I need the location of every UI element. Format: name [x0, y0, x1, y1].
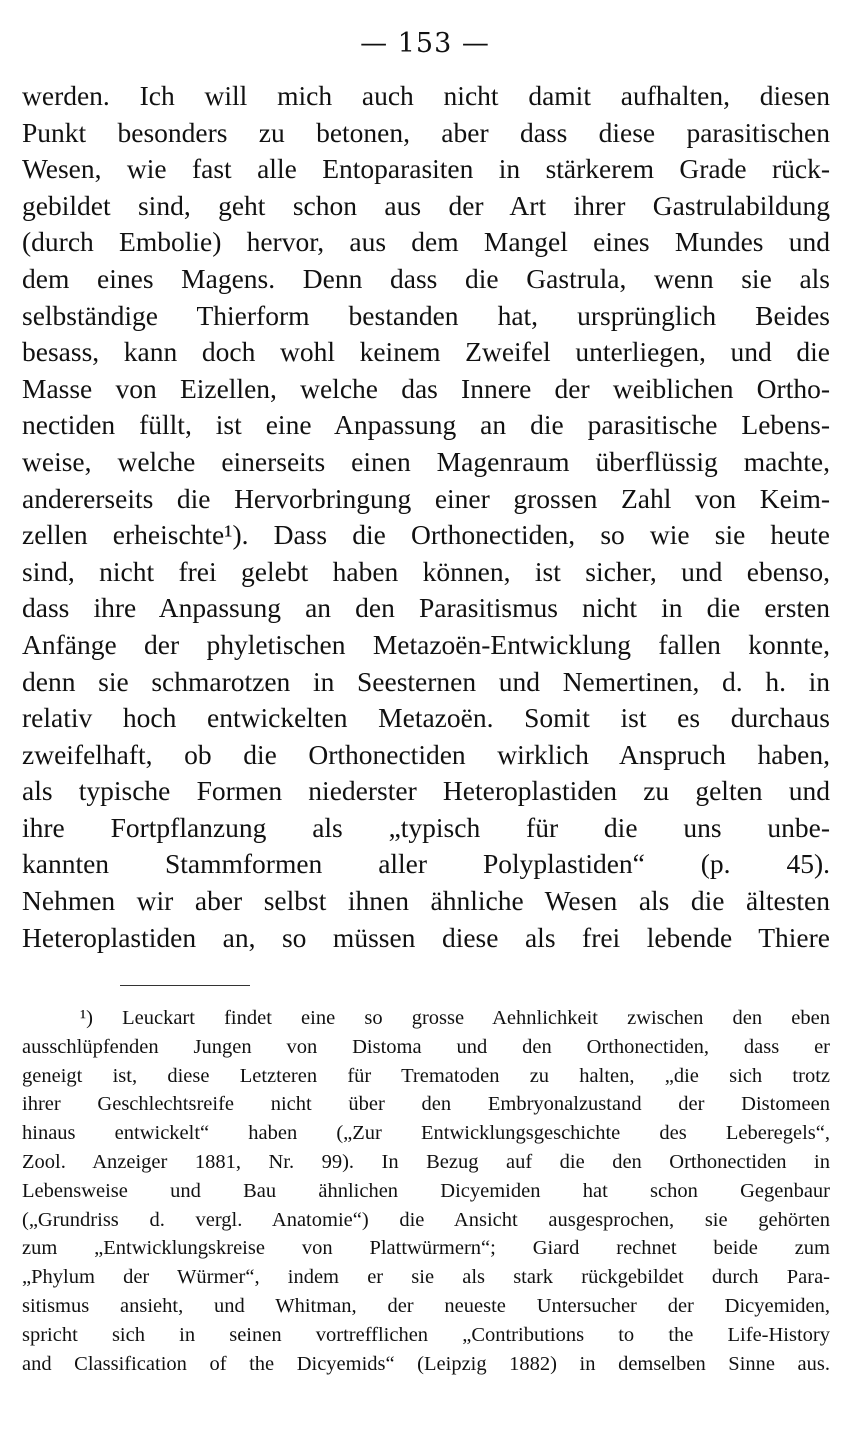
body-line: zellen erheischte¹). Dass die Orthonectiden, so wie sie heute	[22, 519, 830, 551]
body-line: relativ hoch entwickelten Metazoën. Somit ist es durchaus	[22, 702, 830, 734]
body-line: dass ihre Anpassung an den Parasitismus nicht in die ersten	[22, 592, 830, 624]
page-number: — 153 —	[360, 28, 490, 59]
body-line: andererseits die Hervorbringung einer grossen Zahl von Keim-	[22, 482, 830, 514]
body-line: werden. Ich will mich auch nicht damit aufhalten, diesen	[22, 80, 830, 111]
footnote-line: geneigt ist, diese Letzteren für Trematoden zu halten, „die sich trotz	[22, 1064, 830, 1087]
body-line: besass, kann doch wohl keinem Zweifel unterliegen, und die	[22, 336, 830, 368]
footnote-line: Lebensweise und Bau ähnlichen Dicyemiden hat schon Gegenbaur	[22, 1179, 830, 1202]
body-line: nectiden füllt, ist eine Anpassung an die parasitische Lebens-	[22, 409, 830, 441]
footnote-line: Zool. Anzeiger 1881, Nr. 99). In Bezug auf die den Orthonectiden in	[22, 1150, 830, 1173]
body-line: Anfänge der phyletischen Metazoën-Entwicklung fallen konnte,	[22, 628, 830, 660]
body-line: kannten Stammformen aller Polyplastiden“ (p. 45).	[22, 848, 830, 880]
body-text	[22, 78, 830, 956]
footnote-line: („Grundriss d. vergl. Anatomie“) die Ansicht ausgesprochen, sie gehörten	[22, 1208, 830, 1231]
body-line: gebildet sind, geht schon aus der Art ihrer Gastrulabildung	[22, 189, 830, 221]
body-line: zweifelhaft, ob die Orthonectiden wirklich Anspruch haben,	[22, 738, 830, 770]
footnote	[22, 1004, 830, 1378]
footnote-line: ausschlüpfenden Jungen von Distoma und den Orthonectiden, dass er	[22, 1035, 830, 1058]
body-line: (durch Embolie) hervor, aus dem Mangel eines Mundes und	[22, 226, 830, 258]
footnote-line: ihrer Geschlechtsreife nicht über den Embryonalzustand der Distomeen	[22, 1093, 830, 1116]
footnote-line: and Classification of the Dicyemids“ (Leipzig 1882) in demselben Sinne aus.	[22, 1352, 830, 1375]
footnote-line: sitismus ansieht, und Whitman, der neueste Untersucher der Dicyemiden,	[22, 1294, 830, 1317]
footnote-line: „Phylum der Würmer“, indem er sie als stark rückgebildet durch Para-	[22, 1266, 830, 1289]
body-line: weise, welche einerseits einen Magenraum überflüssig machte,	[22, 445, 830, 477]
body-line: sind, nicht frei gelebt haben können, ist sicher, und ebenso,	[22, 555, 830, 587]
body-line: Masse von Eizellen, welche das Innere der weiblichen Ortho-	[22, 372, 830, 404]
body-line: Punkt besonders zu betonen, aber dass diese parasitischen	[22, 116, 830, 148]
body-line: ihre Fortpflanzung als „typisch für die uns unbe-	[22, 811, 830, 843]
footnote-divider	[120, 985, 250, 986]
body-line: Nehmen wir aber selbst ihnen ähnliche Wesen als die ältesten	[22, 885, 830, 917]
footnote-line: hinaus entwickelt“ haben („Zur Entwicklungsgeschichte des Leberegels“,	[22, 1122, 830, 1145]
footnote-line: ¹) Leuckart findet eine so grosse Aehnlichkeit zwischen den eben	[80, 1007, 830, 1029]
body-line: selbständige Thierform bestanden hat, ursprünglich Beides	[22, 299, 830, 331]
footnote-line: spricht sich in seinen vortrefflichen „Contributions to the Life-History	[22, 1323, 830, 1346]
body-line: Wesen, wie fast alle Entoparasiten in stärkerem Grade rück-	[22, 153, 830, 185]
body-line: Heteroplastiden an, so müssen diese als frei lebende Thiere	[22, 921, 830, 953]
body-line: als typische Formen niederster Heteroplastiden zu gelten und	[22, 775, 830, 807]
body-line: denn sie schmarotzen in Seesternen und Nemertinen, d. h. in	[22, 665, 830, 697]
footnote-line: zum „Entwicklungskreise von Plattwürmern“; Giard rechnet beide zum	[22, 1237, 830, 1260]
body-line: dem eines Magens. Denn dass die Gastrula, wenn sie als	[22, 262, 830, 294]
